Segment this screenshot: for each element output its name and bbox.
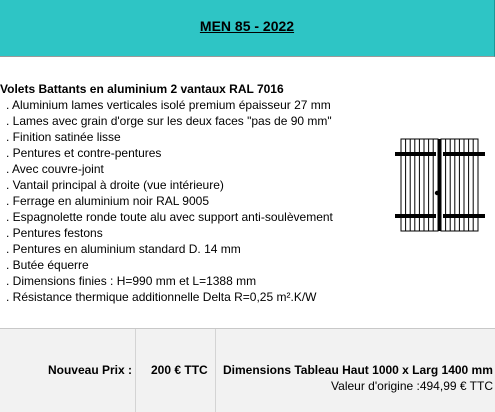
feature-item: . Ferrage en aluminium noir RAL 9005 — [6, 194, 209, 208]
dimensions-text: Dimensions Tableau Haut 1000 x Larg 1400 mm — [223, 363, 493, 377]
feature-item: . Résistance thermique additionnelle Delta R=0,25 m².K/W — [6, 290, 317, 304]
header-banner — [0, 0, 495, 57]
feature-item: . Espagnolette ronde toute alu avec support anti-soulèvement — [6, 210, 333, 224]
column-divider — [215, 329, 216, 412]
feature-item: . Pentures et contre-pentures — [6, 146, 162, 160]
feature-item: . Finition satinée lisse — [6, 130, 121, 144]
product-description — [0, 81, 400, 305]
price-label: Nouveau Prix : — [47, 363, 132, 377]
double-shutter-icon — [395, 135, 485, 235]
feature-item: . Aluminium lames verticales isolé premium épaisseur 27 mm — [6, 98, 331, 112]
feature-item: . Dimensions finies : H=990 mm et L=1388 mm — [6, 274, 257, 288]
feature-list — [0, 97, 400, 305]
page-title: MEN 85 - 2022 — [199, 18, 295, 34]
feature-item: . Avec couvre-joint — [6, 162, 104, 176]
feature-item: . Pentures en aluminium standard D. 14 mm — [6, 242, 241, 256]
feature-item: . Pentures festons — [6, 226, 103, 240]
feature-item: . Butée équerre — [6, 258, 89, 272]
column-divider — [135, 329, 136, 412]
product-title: Volets Battants en aluminium 2 vantaux RAL 7016 — [0, 82, 284, 96]
original-value: Valeur d'origine :494,99 € TTC — [331, 379, 493, 393]
feature-item: . Lames avec grain d'orge sur les deux faces "pas de 90 mm" — [6, 114, 332, 128]
feature-item: . Vantail principal à droite (vue intérieure) — [6, 178, 224, 192]
price-footer — [0, 329, 495, 412]
price-value: 200 € TTC — [151, 363, 208, 377]
